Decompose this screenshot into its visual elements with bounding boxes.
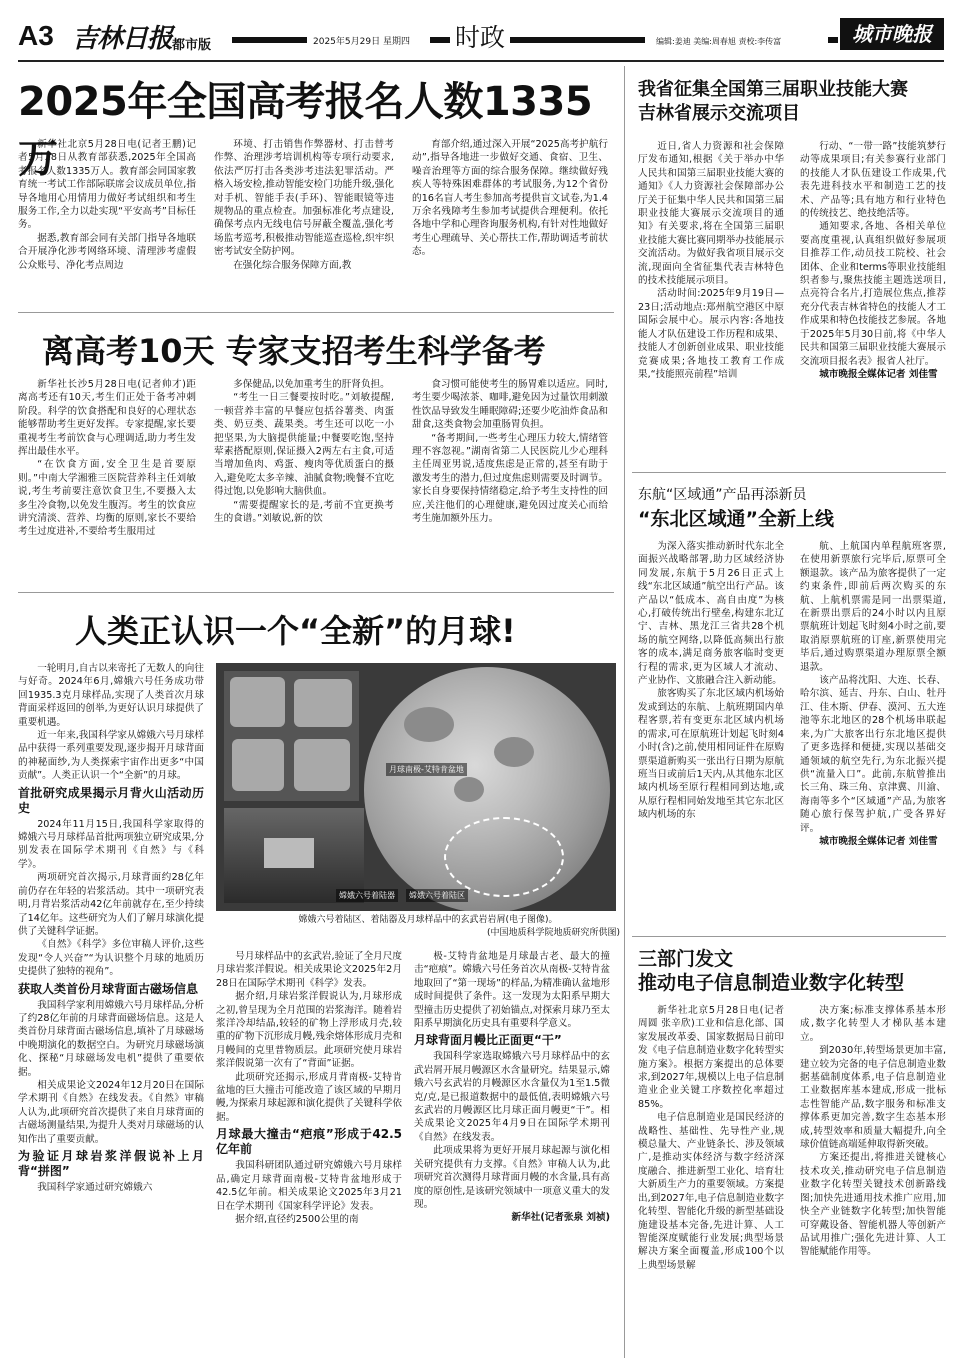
- byline: 城市晚报全媒体记者 刘佳雪: [819, 368, 938, 380]
- paragraph: 育部介绍,通过深入开展“2025高考护航行动”,指导各地进一步做好交通、食宿、卫生、噪音治理等方面的综合服务保障。继续做好残疾人等特殊困难群体的考试服务,为12个省份的16名盲人考生参加高考提供盲文试卷,为1.4万余名残障考生参加考试提供合理便利。依托各地中学和心理咨询服务机构,有针对性地做好考生心理疏导、关心帮扶工作,帮助调适考前状态。: [412, 139, 608, 258]
- article-column: [216, 950, 402, 1362]
- kicker-eastern-airlines: 东航“区域通”产品再添新员: [638, 487, 807, 503]
- paragraph: 一轮明月,自古以来寄托了无数人的向往与好奇。2024年6月,嫦娥六号任务成功带回1935.3克月球样品,实现了人类首次月球背面采样返回的创举,为更好认识月球提供了重要机遇。: [18, 663, 204, 728]
- headline-line: 吉林省展示交流项目: [638, 103, 800, 124]
- paragraph: 该产品将沈阳、大连、长春、哈尔滨、延吉、丹东、白山、牡丹江、佳木斯、伊春、漠河、五大连池等东北地区的28个机场串联起来,为广大旅客出行东北地区提供了更多选择和便捷,实现以基础交通领域的航空先行,为东北振兴提供“流量入口”。此前,东航曾推出长三角、珠三角、京津冀、川渝、海南等多个“区域通”产品,为旅客随心旅行保驾护航,广受各界好评。: [800, 675, 946, 834]
- paragraph: 旅客购买了东北区域内机场始发或到达的东航、上航班期国内单程客票,若有变更东北区域内机场的需求,可在原航班计划起飞时刻4小时(含)之前,使用相同证件在原购票渠道新购买一张出行日期为原航班当日或前后1天内,从其他东北区域内机场至原行程相同到达地,或从原行程相同始发地至其它东北区域内机场的东: [638, 688, 784, 821]
- article-divider: [18, 592, 614, 593]
- editor-credits: 编辑:姜迪 美编:周春旭 责校:李传富: [656, 37, 782, 46]
- article-column: [18, 138, 196, 308]
- article-column: [414, 950, 610, 1362]
- paragraph: 近一年来,我国科学家从嫦娥六号月球样品中获得一系列重要发现,逐步揭开月球背面的神秘面纱,为人类探索宇宙作出更多“中国贡献”。人类正认识一个“全新”的月球。: [18, 730, 204, 782]
- article-column: [214, 138, 394, 308]
- headline-three-departments: 三部门发文: [638, 948, 734, 970]
- paragraph: “在饮食方面,安全卫生是首要原则。”中南大学湘雅三医院营养科主任刘敏说,考生考前要注意饮食卫生,不要摄入太多生冷食物,以免发生腹泻。考生的饮食应讲究清淡、营养、均衡的原则,家长不要给考生过度进补,不要给考生服用过: [18, 459, 196, 538]
- column-divider: [624, 66, 625, 1358]
- article-column: [800, 540, 946, 932]
- caption-line: 嫦娥六号着陆区、着陆器及月球样品中的玄武岩岩屑(电子图像)。: [298, 915, 558, 925]
- paragraph: 近日,省人力资源和社会保障厅发布通知,根据《关于举办中华人民共和国第三届职业技能大赛的通知》《人力资源社会保障部办公厅关于征集中华人民共和国第三届职业技能大赛展示交流项目的通知》有关要求,将在全国第三届职业技能大赛比赛同期举办技能展示交流活动。为做好我省项目展示交流,现面向全省征集代表吉林特色的技术技能展示项目。: [638, 141, 784, 287]
- paragraph: 行动、“一带一路”技能筑梦行动等成果项目;有关参赛行业部门的技能人才队伍建设工作成果,代表先进科技水平和制造工艺的技术、产品等;具有地方和行业特色的传统技艺、绝技绝活等。: [800, 141, 946, 220]
- paragraph: 相关成果论文2024年12月20日在国际学术期刊《自然》在线发表。《自然》审稿人认为,此项研究首次提供了来自月球背面的古磁场测量结果,为提升人类对月球磁场的认知作出了重要贡献。: [18, 1079, 204, 1145]
- subheading: 首批研究成果揭示月背火山活动历史: [18, 785, 204, 815]
- header-bar: [510, 37, 645, 43]
- headline-digital-transformation: 推动电子信息制造业数字化转型: [638, 972, 905, 994]
- paragraph: 此项成果将为更好开展月球起源与演化相关研究提供有力支撑。《自然》审稿人认为,此项研究首次测得月球背面月幔的水含量,具有高度的原创性,是该研究领域中一项意义重大的发现。: [414, 1145, 610, 1210]
- article-column: [638, 140, 784, 464]
- paragraph: 据悉,教育部会同有关部门指导各地联合开展净化涉考网络环境、清理涉考虚假公众账号、净化考点周边: [18, 232, 196, 271]
- sample-images: [224, 671, 359, 801]
- byline: 城市晚报全媒体记者 刘佳雪: [819, 835, 938, 847]
- paragraph: 此项研究还揭示,形成月背南极-艾特肯盆地的巨大撞击可能改造了该区域的早期月幔,为探索月球起源和演化提供了关键科学依据。: [216, 1071, 402, 1123]
- article-column: [18, 378, 196, 582]
- paragraph: 我国科学家通过研究嫦娥六: [37, 1182, 153, 1193]
- basin-outline: [444, 817, 564, 897]
- paragraph: “备考期间,一些考生心理压力较大,情绪管理不容忽视。”湖南省第二人民医院儿少心理科主任周亚男说,适度焦虑是正常的,甚至有助于激发考生的潜力,但过度焦虑则需要及时调节。家长自身要保持情绪稳定,给予考生支持性的回应,关注他们的心理健康,避免因过度关心而给考生施加额外压力。: [412, 432, 608, 525]
- article-divider: [632, 472, 946, 473]
- paragraph: 在强化综合服务保障方面,教: [233, 259, 352, 271]
- article-column: [214, 378, 394, 582]
- paragraph: 我国科研团队通过研究嫦娥六号月球样品,确定月球背面南极-艾特肯盆地形成于42.5亿年前。相关成果论文2025年3月21日在学术期刊《国家科学评论》发表。: [216, 1160, 402, 1212]
- lunar-photo: [216, 663, 616, 911]
- header-rule: [18, 60, 944, 62]
- paragraph: 环境、打击销售作弊器材、打击替考作弊、治理涉考培训机构等专项行动要求,依法严厉打击各类涉考违法犯罪活动。严格入场安检,推动智能安检门功能升级,强化对手机、智能手表(手环)、智能眼镜等违规物品的重点检查。加强标准化考点建设,确保考点内无线电信号屏蔽全覆盖,强化考场监考巡考,积极推动智能巡查巡检,织牢织密考试安全防护网。: [214, 139, 394, 258]
- header-bar: [232, 37, 307, 43]
- paragraph: 到2030年,转型场景更加丰富,建立较为完备的电子信息制造业数据基础制度体系,电子信息制造业工业数据库基本建成,形成一批标志性智能产品,数字服务和标准支撑体系更加完善,数字生态基本形成,转型效率和质量大幅提升,向全球价值链高端延伸取得新突破。: [800, 1045, 946, 1151]
- byline: 新华社(记者张泉 刘祯): [511, 1212, 610, 1224]
- paragraph: 电子信息制造业是国民经济的战略性、基础性、先导性产业,规模总量大、产业链条长、涉及领域广,是推动实体经济与数字经济深度融合、推进新型工业化、培育壮大新质生产力的重要领域。方案提出,到2027年,电子信息制造业数字化转型、智能化升级的新型基础设施建设基本完备,先进计算、人工智能深度赋能行业发展;典型场景解决方案全面覆盖,形成100个以上典型场景解: [638, 1112, 784, 1271]
- paragraph: 我国科学家选取嫦娥六号月球样品中的玄武岩屑开展月幔源区水含量研究。结果显示,嫦娥六号玄武岩的月幔源区水含量仅为1至1.5微克/克,是已报道数据中的最低值,表明嫦娥六号玄武岩的月幔源区比月球正面月幔更“干”。相关成果论文2025年4月9日在国际学术期刊《自然》在线发表。: [414, 1051, 610, 1143]
- article-divider: [18, 312, 614, 313]
- paragraph: “考生一日三餐要按时吃。”刘敏提醒,一顿营养丰富的早餐应包括谷薯类、肉蛋类、奶豆类、蔬果类。考生还可以吃一小把坚果,为大脑提供能量;中餐要吃饱,坚持荤素搭配原则,保证摄入2两左右主食,可适当增加鱼肉、鸡蛋、瘦肉等优质蛋白的摄入,避免吃太多辛辣、油腻食物;晚餐不宜吃得过饱,以免影响大脑供血。: [214, 392, 394, 498]
- paragraph: 通知要求,各地、各相关单位要高度重视,认真组织做好参展项目推荐工作,动员技工院校、社会团体、企业和terms等职业技能组织者参与,聚焦技能主题选送项目,点亮符合名片,打造展位焦点,推荐充分代表吉林省特色的技能人才工作成果和特色技能技艺参展。各地于2025年5月30日前,将《中华人民共和国第三届职业技能大赛展示交流项目报名表》报省人社厅。: [800, 221, 946, 367]
- headline-exam-prep: 离高考10天 专家支招考生科学备考: [42, 332, 546, 370]
- paragraph: 活动时间:2025年9月19日—23日;活动地点:郑州航空港区中原国际会展中心。展示内容:各地技能人才队伍建设工作历程和成果、技能人才创新创业成果、职业技能竞赛成果;各地技工教育工作成果,“技能照亮前程”培训: [638, 288, 784, 380]
- article-column: [638, 1004, 784, 1362]
- article-column: [412, 138, 608, 308]
- paragraph: “需要提醒家长的是,考前不宜更换考生的食谱。”刘敏说,新的饮: [214, 499, 394, 525]
- headline-skills-contest: [638, 78, 948, 126]
- paragraph: 两项研究首次揭示,月球背面约28亿年前仍存在年轻的岩浆活动。其中一项研究表明,月背岩浆活动42亿年前就存在,至少持续了14亿年。这些研究为人们了解月球演化提供了关键科学证据。: [18, 872, 204, 937]
- subheading: 月球最大撞击“疤痕”形成于42.5亿年前: [216, 1127, 402, 1157]
- lander-label: 嫦娥六号着陆器: [336, 889, 398, 902]
- paragraph: 航、上航国内单程航班客票,在使用新票旅行完毕后,原票可全额退款。该产品为旅客提供了一定约束条件,即前后两次购买的东航、上航机票需是同一出票渠道,在新票出票后的24小时以内且原票航班计划起飞时刻4小时之前,要取消原票航班的订座,新票使用完毕后,通过购票渠道办理原票全额退款。: [800, 541, 946, 673]
- paragraph: 新华社北京5月28日电(记者王鹏)记者5月28日从教育部获悉,2025年全国高考报名人数1335万人。教育部会同国家教育统一考试工作部际联席会议成员单位,指导各地用心用情用力做好考试组织和考生服务工作,全力以赴实现“平安高考”目标任务。: [18, 139, 196, 231]
- headline-line: 我省征集全国第三届职业技能大赛: [638, 79, 908, 100]
- paragraph: 新华社长沙5月28日电(记者帅才)距离高考还有10天,考生们正处于备考冲刺阶段。科学的饮食搭配和良好的心理状态能够帮助考生更好发挥。专家提醒,家长要重视考生考前饮食与心理调适,助力考生发挥出最佳水平。: [18, 379, 196, 458]
- paragraph: 据介绍,月球岩浆洋假说认为,月球形成之初,曾呈现为全月范围的岩浆海洋。随着岩浆洋冷却结晶,较轻的矿物上浮形成月壳,较重的矿物下沉形成月幔,残余熔体形成月壳和月幔间的克里普物质层。此项研究使月球岩浆洋假说第一次有了“背面”证据。: [216, 991, 402, 1070]
- headline-northeast-pass: “东北区域通”全新上线: [638, 508, 834, 530]
- paragraph: 为深入落实推动新时代东北全面振兴战略部署,助力区域经济协同发展,东航于5月26日正式上线“东北区域通”航空出行产品。该产品以“低成本、高自由度”为核心,打破传统出行壁垒,构建东北辽宁、吉林、黑龙江三省共28个机场的航空网络,以降低高频出行旅客的成本,满足商务旅客临时变更行程的需求,更为区域人才流动、产业协作、文旅融合注入新动能。: [638, 541, 784, 687]
- subheading: 月球背面月幔比正面更“干”: [414, 1033, 562, 1048]
- paragraph: 2024年11月15日,我国科学家取得的嫦娥六号月球样品首批两项独立研究成果,分别发表在国际学术期刊《自然》与《科学》。: [18, 818, 204, 870]
- header-bar: [430, 37, 450, 43]
- headline-gaokao-enrollment: 2025年全国高考报名人数1335万: [18, 79, 593, 182]
- paragraph: 《自然》《科学》多位审稿人评价,这些发现“令人兴奋”“为认识整个月球的地质历史提供了独特的视角”。: [18, 939, 204, 978]
- moon-image: [364, 667, 610, 911]
- subheading: 获取人类首份月球背面古磁场信息: [18, 981, 199, 996]
- paragraph: 方案还提出,将推进关键核心技术攻关,推动研究电子信息制造业数字化转型关键技术创新路线图;加快先进通用技术推广应用,加快全产业链数字化转型;加快智能可穿戴设备、智能机器人等创新产品试用推广;强化先进计算、人工智能赋能作用等。: [800, 1152, 946, 1258]
- caption-credit: (中国地质科学院地质研究所供图): [486, 928, 620, 938]
- masthead: [0, 0, 960, 58]
- page-number: A3: [18, 20, 54, 51]
- column-logo: 城市晚报: [840, 18, 944, 50]
- issue-date: 2025年5月29日 星期四: [313, 37, 410, 47]
- paragraph: 号月球样品中的玄武岩,验证了全月尺度月球岩浆洋假说。相关成果论文2025年2月28日在国际学术期刊《科学》发表。: [216, 951, 402, 989]
- article-column: [412, 378, 608, 582]
- paragraph: 极-艾特肯盆地是月球最古老、最大的撞击“疤痕”。嫦娥六号任务首次从南极-艾特肯盆地取回了“第一现场”的样品,为精准确认盆地形成时间提供了条件。这一发现为太阳系早期大型撞击历史提供了初始锚点,对探索月球乃至太阳系早期演化历史具有重要科学意义。: [414, 951, 610, 1030]
- article-column: [800, 1004, 946, 1362]
- section-name: 时政: [455, 23, 506, 52]
- subheading: 为验证月球岩浆洋假说补上月背“拼图”: [18, 1149, 204, 1178]
- article-column: [18, 662, 204, 1362]
- article-column: [638, 540, 784, 932]
- article-column: [800, 140, 946, 464]
- edition-name: 都市版: [172, 38, 212, 53]
- basin-label: 月球南极-艾特肯盆地: [386, 763, 467, 776]
- paragraph: 食习惯可能使考生的肠胃难以适应。同时,考生要少喝浓茶、咖啡,避免因为过量饮用刺激性饮品导致发生睡眠障碍;还要少吃油炸食品和甜食,这类食物会加重肠胃负担。: [412, 379, 608, 431]
- photo-caption: [236, 914, 620, 940]
- paragraph: 多保健品,以免加重考生的肝肾负担。: [233, 379, 390, 390]
- header-bar: [828, 37, 838, 43]
- paragraph: 我国科学家利用嫦娥六号月球样品,分析了约28亿年前的月球背面磁场信息。这是人类首份月球背面古磁场信息,填补了月球磁场中晚期演化的数据空白。为研究月球磁场演化、探秘“月球磁场发电机”提供了重要依据。: [18, 999, 204, 1078]
- headline-new-moon: 人类正认识一个“全新”的月球!: [75, 612, 516, 650]
- paragraph: 据介绍,直径约2500公里的南: [235, 1213, 359, 1225]
- article-divider: [632, 936, 946, 937]
- landing-site-label: 嫦娥六号着陆区: [406, 889, 468, 902]
- paragraph: 决方案;标准支撑体系基本形成,数字化转型人才梯队基本建立。: [800, 1005, 946, 1043]
- paragraph: 新华社北京5月28日电(记者周圆 张辛欣)工业和信息化部、国家发展改革委、国家数据局日前印发《电子信息制造业数字化转型实施方案》。根据方案提出的总体要求,到2027年,规模以上电子信息制造业企业关键工序数控化率超过85%。: [638, 1005, 784, 1110]
- newspaper-name: 吉林日报: [72, 24, 173, 54]
